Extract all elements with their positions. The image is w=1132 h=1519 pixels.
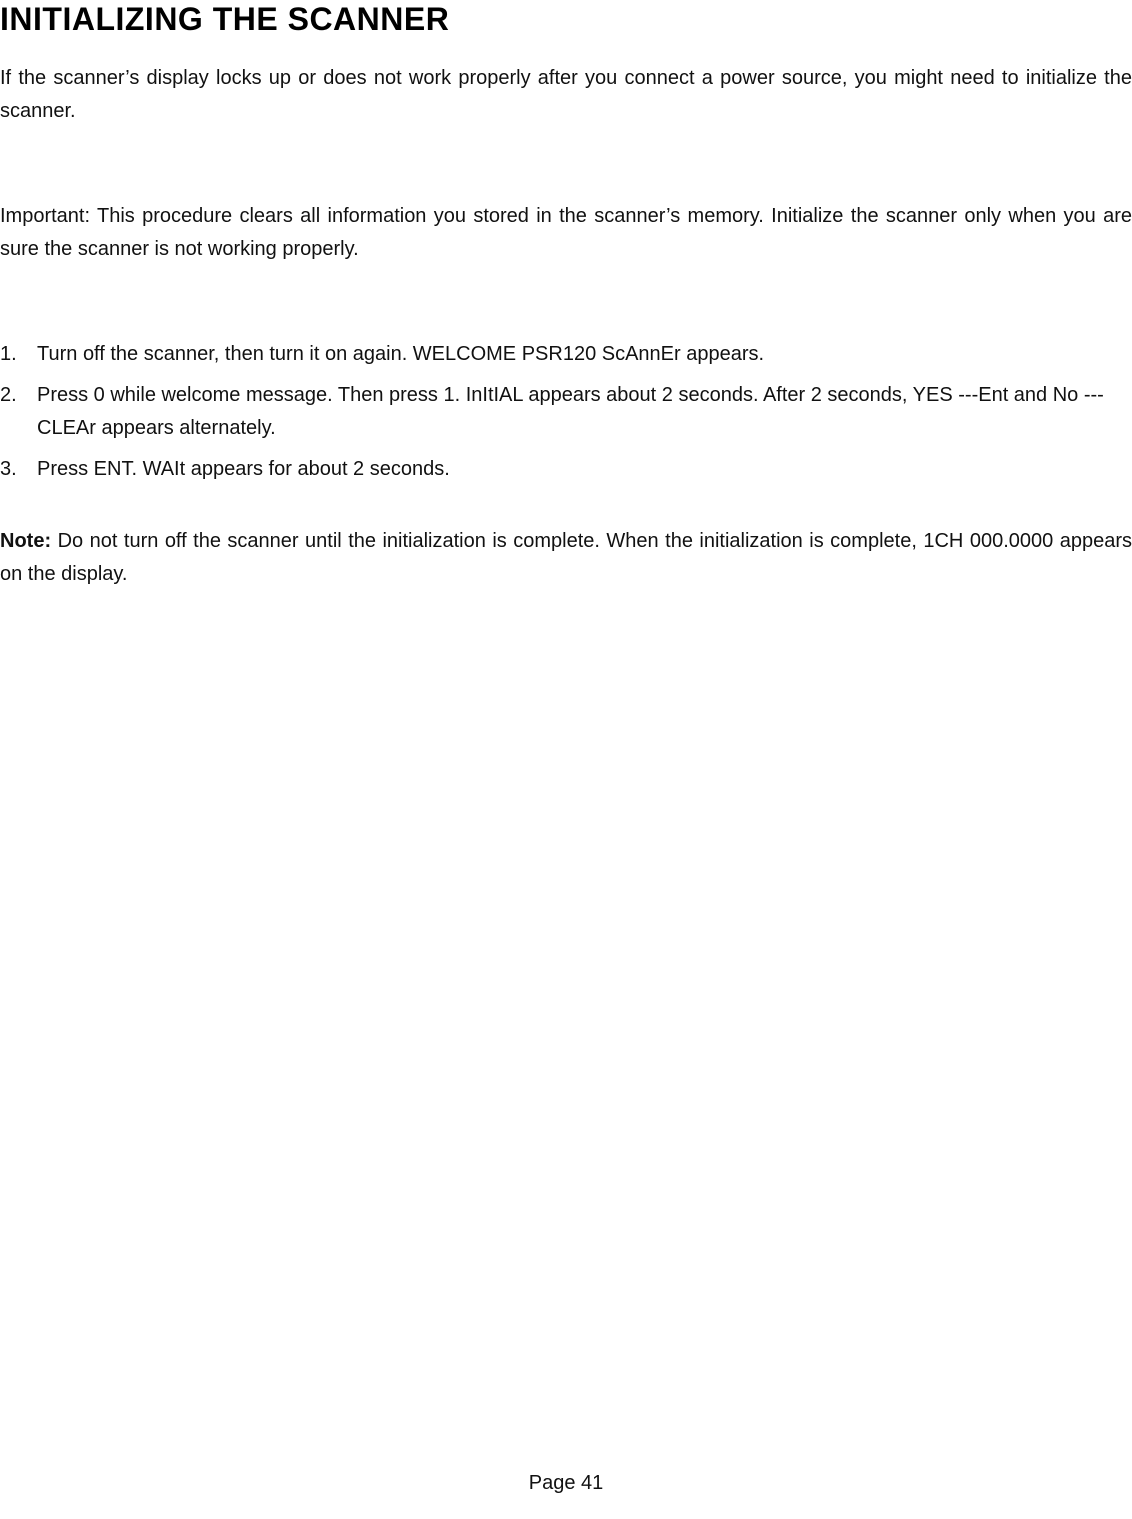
step-text: Press ENT. WAIt appears for about 2 seconds. — [37, 458, 450, 480]
page-number: Page 41 — [528, 1472, 604, 1494]
list-item — [0, 338, 1132, 371]
note-paragraph — [0, 525, 1132, 591]
step-number: 2. — [0, 384, 17, 406]
step-number: 1. — [0, 343, 17, 365]
list-item — [0, 379, 1132, 445]
steps-list — [0, 338, 1132, 494]
step-text: Press 0 while welcome message. Then press 1. InItIAL appears about 2 seconds. After 2 seconds, YES ---Ent and No ---CLEAr appears alternately. — [37, 384, 1104, 439]
step-number: 3. — [0, 458, 17, 480]
intro-paragraph: If the scanner’s display locks up or does not work properly after you connect a power source, you might need to initialize the scanner. — [0, 67, 1132, 122]
step-text: Turn off the scanner, then turn it on again. WELCOME PSR120 ScAnnEr appears. — [37, 343, 765, 365]
note-text: Do not turn off the scanner until the initialization is complete. When the initialization is complete, 1CH 000.0000 appears on the display. — [0, 530, 1132, 585]
note-label: Note: — [0, 530, 52, 552]
important-paragraph: Important: This procedure clears all information you stored in the scanner’s memory. Initialize the scanner only when you are sure the scanner is not working properly. — [0, 205, 1132, 260]
list-item — [0, 453, 1132, 486]
page-title: INITIALIZING THE SCANNER — [0, 1, 450, 37]
